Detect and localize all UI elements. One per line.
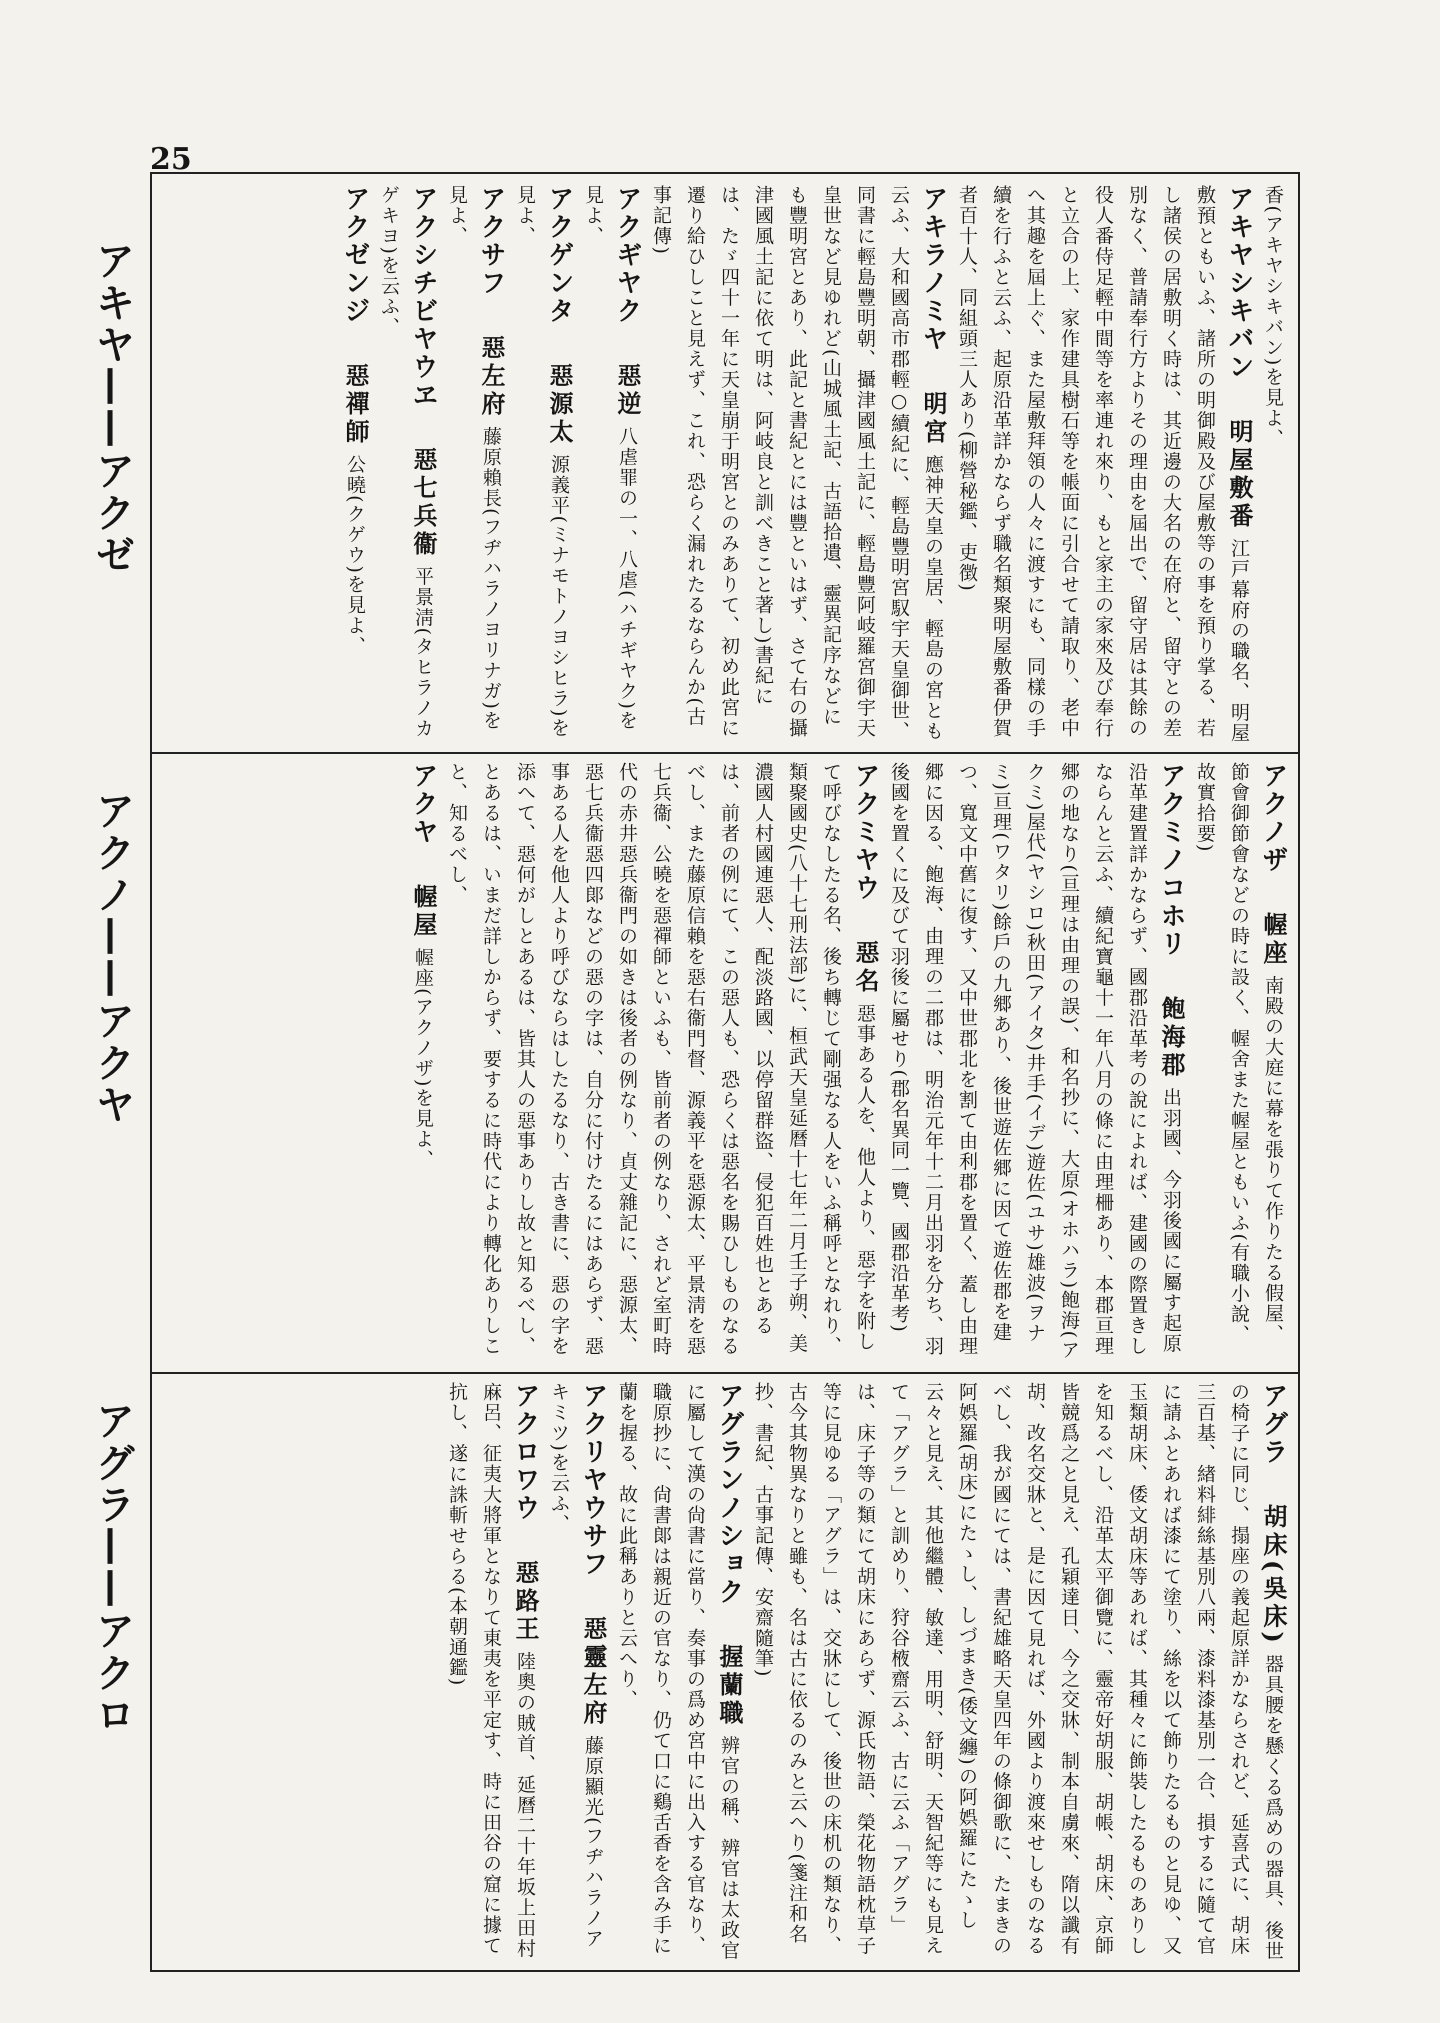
page-number: 25 — [150, 142, 192, 177]
entry-kanji: 幄屋 — [409, 883, 438, 940]
section-3 — [160, 1382, 1290, 1962]
entry-text: 藤原顯光(フヂハラノアキミツ)を云ふ、 — [548, 1382, 604, 1950]
entry-keyword: アクロワウ — [510, 1382, 540, 1522]
running-head-top: アキヤ——アクゼ — [89, 240, 135, 576]
entry-kanji: 惡逆 — [613, 362, 642, 419]
section-divider — [150, 1372, 1300, 1374]
dictionary-entry — [406, 762, 440, 1362]
entry-kanji: 幄座 — [1259, 911, 1288, 968]
dictionary-entry — [1188, 762, 1290, 1362]
entry-text: 應神天皇の皇居、輕島の宮とも云ふ、大和國高市郡輕○續紀に、輕島豐明宮馭宇天皇御世、同書に輕島豐明朝、攝津國風土記に、輕島豐阿岐羅宮御宇天皇世など見ゆれど(山城風土記、古語拾遺、靈異記序などにも豐明宮とあり、此記と書紀とには豐といはず、さて右の攝津國風土記に依て明は、阿岐良と訓べきこと著し)書紀には、たゞ四十一年に天皇崩于明宮とのみありて、初め此宮に遷り給ひしこと見えず、これ、恐らく漏れたるならんか(古事記傳) — [650, 185, 944, 742]
dictionary-entry — [644, 185, 950, 745]
entry-text: 江戸幕府の職名、明屋敷預ともいふ、諸所の明御殿及び屋敷等の事を預り掌る、若し諸侯の居敷明く時は、其近邊の大名の在府と、留守との差別なく、普請奉行方よりその理由を屆出で、留守居は其餘の役人番侍足輕中間等を率連れ來り、もと家主の家來及び奉行と立合の上、家作建具樹石等を帳面に引合せて請取り、老中へ其趣を屆上ぐ、また屋敷拜領の人々に渡すにも、同樣の手續を行ふと云ふ、起原沿革詳かならず職名類聚明屋敷番伊賀者百十人、同組頭三人あり(柳營秘鑑、吏徴) — [956, 185, 1250, 744]
dictionary-entry — [372, 185, 440, 745]
entry-keyword: アグラ — [1258, 1382, 1288, 1466]
dictionary-entry — [746, 1382, 1290, 1962]
entry-keyword: アキヤシキバン — [1224, 185, 1254, 381]
entry-kanji: 握蘭職 — [715, 1643, 744, 1728]
entry-text: 出羽國、今羽後國に屬す起原沿革建置詳かならず、國郡沿革考の說によれば、建國の際置きしならんと云ふ、續紀寶龜十一年八月の條に由理柵あり、本郡亘理郷の地なり(亘理は由理の誤)、和名抄に、大原(オホハラ)飽海(アクミ)屋代(ヤシロ)秋田(アイタ)井手(イデ)遊佐(ユサ)雄波(ヲナミ)亘理(ワタリ)餘戶の九郷あり、後世遊佐郷に因て遊佐郡を建つ、寬文中舊に復す、又中世郡北を割て由利郡を置く、蓋し由理郷に因る、飽海、由理の二郡は、明治元年十二月出羽を分ち、羽後國を置くに及びて羽後に屬せり(郡名異同一覽、國郡沿革考) — [888, 762, 1182, 1361]
entry-keyword: アクゼンジ — [340, 185, 370, 325]
entry-text: 辨官の稱、辨官は太政官に屬して漢の尙書に當り、奏事の爲め宮中に出入する官なり、職原抄に、尙書郞は親近の官なり、仍て口に鷄舌香を含み手に蘭を握る、故に此稱ありと云へり、 — [616, 1382, 740, 1961]
entry-keyword: アクゲンタ — [544, 185, 574, 325]
dictionary-entry — [882, 762, 1188, 1362]
entry-text: 惡事ある人を、他人より、惡字を附して呼びなしたる名、後ち轉じて剛强なる人をいふ稱呼となれり、類聚國史(八十七刑法部)に、桓武天皇延曆十七年二月壬子朔、美濃國人村國連惡人、配淡路國、以停留群盜、侵犯百姓也とあるは、前者の例にて、この惡人も、恐らくは惡名を賜ひしものなるべし、また藤原信賴を惡右衞門督、源義平を惡源太、平景淸を惡七兵衞、公曉を惡禪師といふも、皆前者の例なり、されど室町時代の赤井惡兵衞門の如きは後者の例なり、貞丈雜記に、惡源太、惡七兵衞惡四郞などの惡の字は、自分に付けたるにはあらず、惡事ある人を他人より呼びならはしたるなり、古き書に、惡の字を添へて、惡何がしとあるは、皆其人の惡事ありし故と知るべし、とあるは、いまだ詳しからず、要するに時代により轉化ありしこと、知るべし、 — [446, 762, 876, 1357]
dictionary-entry — [542, 1382, 610, 1962]
entry-text: 八虐罪の一、八虐(ハチギヤク)を見よ、 — [582, 185, 638, 731]
dictionary-entry — [338, 185, 372, 745]
dictionary-entry — [440, 185, 508, 745]
entry-text: 器具腰を懸くる爲めの器具、後世の椅子に同じ、搨座の義起原詳かならされど、延喜式に、胡床三百基、緖料緋絲基別八兩、漆料漆基別一合、損するに隨て官に請ふとあれば漆にて塗り、絲を以て飾りたるものと見ゆ、又玉類胡床、倭文胡床等あれば、其種々に飾裝したるものありしを知るべし、沿革太平御覽に、靈帝好胡服、胡帳、胡床、京師皆競爲之と見え、孔穎達日、今之交牀、制本自虜來、隋以讖有胡、改名交牀と、是に因て見れば、外國より渡來せしものなるべし、我が國にては、書紀雄略天皇四年の條御歌に、たまきの阿娯羅(胡床)にたゝし、しづまき(倭文纏)の阿娯羅にたゝし云々と見え、其他繼體、敏達、用明、舒明、天智紀等にも見えて「アグラ」と訓めり、狩谷棭齋云ふ、古に云ふ「アグラ」は、床子等の類にて胡床にあらず、源氏物語、榮花物語枕草子等に見ゆる「アグラ」は、交牀にして、後世の床机の類なり、古今其物異なりと雖も、名は古に依るのみと云へり(箋注和名抄、書紀、古事記傳、安齋隨筆) — [752, 1382, 1284, 1962]
entry-keyword: アクリヤウサフ — [578, 1382, 608, 1578]
dictionary-entry — [610, 1382, 746, 1962]
entry-text: 南殿の大庭に幕を張りて作りたる假屋、節會御節會などの時に設く、幄舍また幄屋ともいふ(有職小說、故實拾要) — [1194, 762, 1284, 1345]
entry-keyword: アクミヤウ — [850, 762, 880, 902]
entry-kanji: 惡源太 — [545, 362, 574, 447]
entry-keyword: アクノザ — [1258, 762, 1288, 874]
entry-keyword: アクヤ — [408, 762, 438, 846]
entry-kanji: 明屋敷番 — [1225, 418, 1254, 531]
entry-kanji: 惡路王 — [511, 1559, 540, 1644]
entry-kanji: 惡名 — [851, 939, 880, 996]
entry-text: 藤原賴長(フヂハラノヨリナガ)を見よ、 — [446, 185, 502, 731]
entry-text: 平景淸(タヒラノカゲキヨ)を云ふ、 — [378, 185, 434, 740]
entry-kanji: 惡左府 — [477, 334, 506, 419]
dictionary-entry — [950, 185, 1256, 745]
section-divider — [150, 752, 1300, 754]
dictionary-entry — [576, 185, 644, 745]
entry-keyword: アクミノコホリ — [1156, 762, 1186, 958]
section-2 — [160, 762, 1290, 1362]
dictionary-entry — [440, 1382, 542, 1962]
section-1 — [160, 185, 1290, 745]
running-head-bottom: アグラ——アクロ — [89, 1400, 135, 1736]
entry-text: 源義平(ミナモトノヨシヒラ)を見よ、 — [514, 185, 570, 739]
entry-kanji: 惡靈左府 — [579, 1615, 608, 1728]
entry-keyword: アクギヤク — [612, 185, 642, 325]
entry-keyword: アグランノショク — [714, 1382, 744, 1606]
entry-kanji: 明宮 — [919, 390, 948, 447]
dictionary-entry — [508, 185, 576, 745]
entry-keyword: アクシチビヤウヱ — [408, 185, 438, 409]
entry-keyword: アキラノミヤ — [918, 185, 948, 353]
entry-kanji: 惡禪師 — [341, 362, 370, 447]
entry-text: 陸奧の賊首、延曆二十年坂上田村麻呂、征夷大將軍となりて東夷を平定す、時に田谷の窟に據て抗し、遂に誅斬せらる(本朝通鑑) — [446, 1382, 536, 1959]
entry-kanji: 惡七兵衞 — [409, 446, 438, 559]
entry-text: 幄座(アクノザ)を見よ、 — [412, 947, 434, 1170]
entry-kanji: 飽海郡 — [1157, 995, 1186, 1080]
dictionary-entry — [1256, 185, 1290, 745]
entry-text: 公曉(クゲウ)を見よ、 — [344, 454, 366, 657]
entry-text: 香(アキヤシキバン)を見よ、 — [1262, 185, 1284, 449]
dictionary-entry — [440, 762, 882, 1362]
running-head-middle: アクノ——アクヤ — [89, 790, 135, 1126]
entry-kanji: 胡床(吳床) — [1259, 1503, 1288, 1647]
entry-keyword: アクサフ — [476, 185, 506, 297]
